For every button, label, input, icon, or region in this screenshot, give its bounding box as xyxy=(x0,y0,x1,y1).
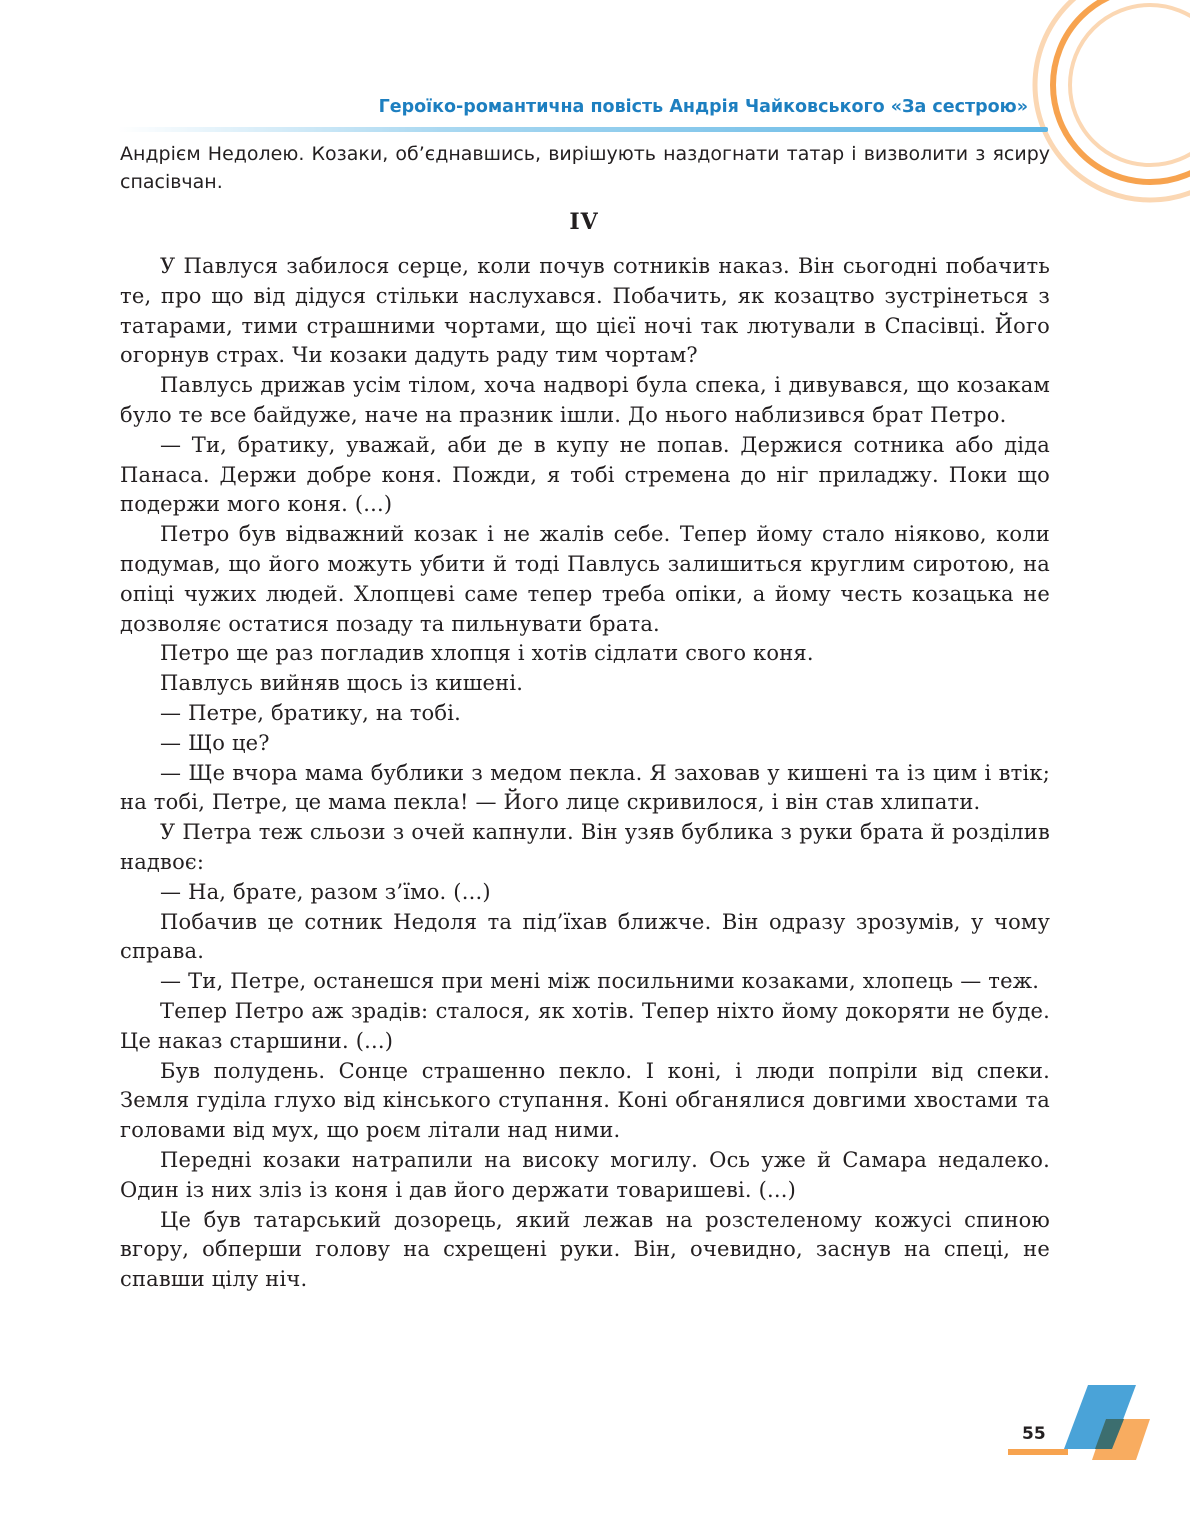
intro-paragraph: Андрієм Недолею. Козаки, об’єднавшись, вирішують наздогнати татар і визволити з ясиру спасівчан. xyxy=(120,143,1050,193)
story-paragraph: Павлусь вийняв щось із кишені. xyxy=(160,671,524,696)
header-divider xyxy=(118,127,1048,132)
story-paragraph: Був полудень. Сонце страшенно пекло. І коні, і люди попріли від спеки. Земля гуділа глухо від кінського ступання. Коні обганялися довгими хвостами та головами від мух, що роєм літали над ними. xyxy=(120,1058,1050,1143)
story-paragraph: Передні козаки натрапили на високу могилу. Ось уже й Самара недалеко. Один із них зліз із коня і дав його держати товаришеві. (...) xyxy=(120,1147,1050,1202)
story-paragraph: — Ти, братику, уважай, аби де в купу не попав. Держися сотника або діда Панаса. Держи добре коня. Пожди, я тобі стремена до ніг приладжу. Поки що подержи мого коня. (...) xyxy=(120,432,1050,517)
story-paragraph: — На, брате, разом з’їмо. (...) xyxy=(160,879,491,904)
story-paragraph: — Що це? xyxy=(160,730,270,755)
page-number-underline xyxy=(1008,1449,1068,1455)
story-paragraph: Це був татарський дозорець, який лежав на розстеленому кожусі спиною вгору, обперши голову на схрещені руки. Він, очевидно, заснув на спеці, не спавши цілу ніч. xyxy=(120,1207,1050,1292)
story-paragraph: — Петре, братику, на тобі. xyxy=(160,700,461,725)
chapter-number: IV xyxy=(569,209,599,235)
story-paragraph: — Ти, Петре, останешся при мені між посильними козаками, хлопець — теж. xyxy=(160,969,1040,994)
running-header-title: Героїко-романтична повість Андрія Чайковського «За сестрою» xyxy=(378,97,1028,117)
story-text xyxy=(120,252,1050,1295)
story-paragraph: Побачив це сотник Недоля та під’їхав ближче. Він одразу зрозумів, у чому справа. xyxy=(120,909,1050,964)
story-paragraph: Павлусь дрижав усім тілом, хоча надворі була спека, і дивувався, що козакам було те все байдуже, наче на празник ішли. До нього наблизився брат Петро. xyxy=(120,373,1050,427)
story-paragraph: — Ще вчора мама бублики з медом пекла. Я заховав у кишені та із цим і втік; на тобі, Петре, це мама пекла! — Його лице скривилося, і він став хлипати. xyxy=(120,760,1050,815)
story-paragraph: Петро ще раз погладив хлопця і хотів сідлати свого коня. xyxy=(160,641,814,666)
page-corner-decoration xyxy=(1060,1385,1150,1460)
story-paragraph: Тепер Петро аж зрадів: сталося, як хотів. Тепер ніхто йому докоряти не буде. Це наказ старшини. (...) xyxy=(120,998,1050,1053)
story-paragraph: У Павлуся забилося серце, коли почув сотників наказ. Він сьогодні побачить те, про що від дідуся стільки наслухався. Побачить, як козацтво зустрінеться з татарами, тими страшними чортами, що цієї ночі так лютували в Спасівці. Його огорнув страх. Чи козаки дадуть раду тим чортам? xyxy=(120,254,1050,368)
story-paragraph: У Петра теж сльози з очей капнули. Він узяв бублика з руки брата й розділив надвоє: xyxy=(120,820,1050,874)
story-paragraph: Петро був відважний козак і не жалів себе. Тепер йому стало ніяково, коли подумав, що його можуть убити й тоді Павлусь залишиться круглим сиротою, на опіці чужих людей. Хлопцеві саме тепер треба опіки, а йому честь козацька не дозволяє остатися позаду та пильнувати брата. xyxy=(120,522,1050,636)
page-number: 55 xyxy=(1022,1424,1046,1444)
